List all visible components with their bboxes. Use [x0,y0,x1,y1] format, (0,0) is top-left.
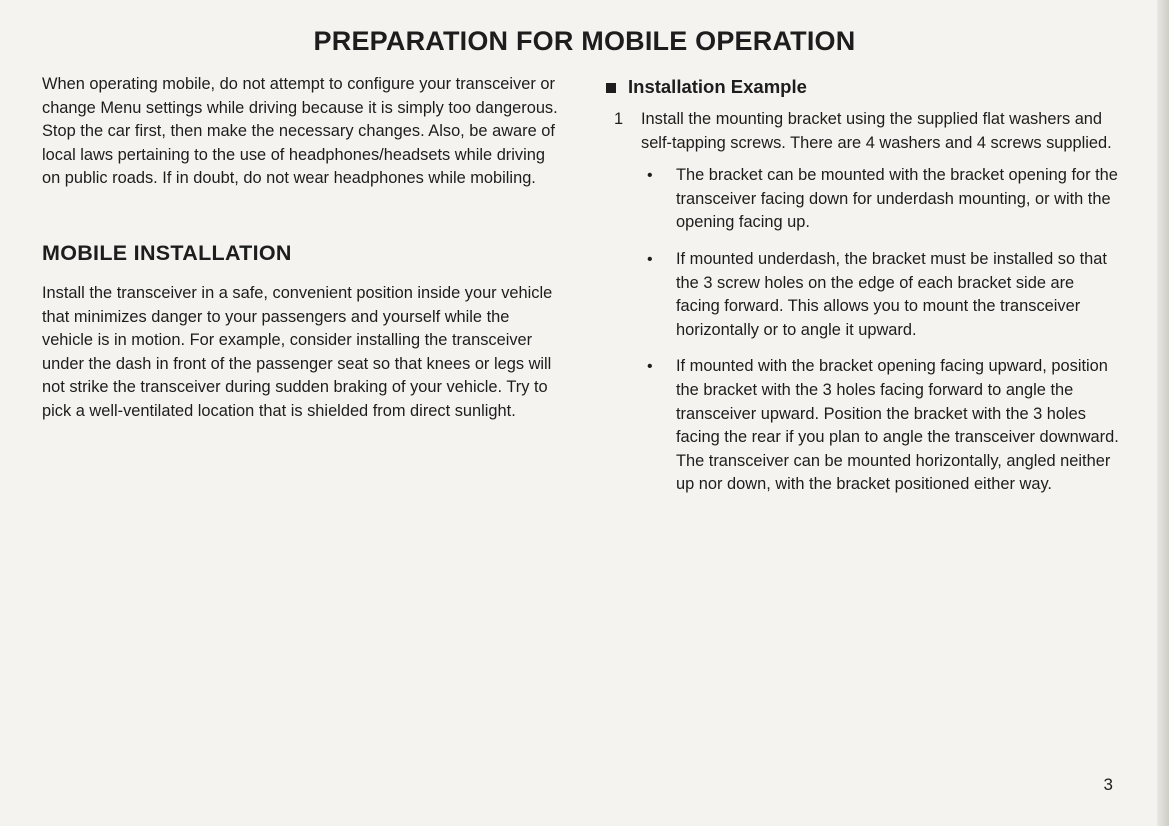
bullet-text: If mounted with the bracket opening facing upward, position the bracket with the 3 holes facing forward to angle the transceiver upward. Position the bracket with the 3 holes facing the rear if you plan to angle the transceiver downward. The transceiver can be mounted horizontally, angled neither up nor down, with the bracket positioned either way. [676,357,1119,494]
bullet-dot-icon: • [647,358,653,376]
list-item [606,355,1121,497]
section-heading: MOBILE INSTALLATION [42,240,292,265]
installation-example-heading [606,76,1121,98]
step-number: 1 [614,110,624,128]
step-item [606,108,1121,155]
step-text: Install the mounting bracket using the supplied flat washers and self-tapping screws. There are 4 washers and 4 screws supplied. [641,110,1112,152]
list-item [606,248,1121,342]
sub-heading-label: Installation Example [628,76,807,97]
section-paragraph: Install the transceiver in a safe, convenient position inside your vehicle that minimizes danger to your passengers and yourself while the vehicle is in motion. For example, consider installing the transceiver under the dash in front of the passenger seat so that knees or legs will not strike the transceiver during sudden braking of your vehicle. Try to pick a well-ventilated location that is shielded from direct sunlight. [42,283,553,420]
bullet-dot-icon: • [647,167,653,185]
page-edge [1157,0,1169,826]
bullet-list [606,164,1121,497]
list-item [606,164,1121,235]
bullet-dot-icon: • [647,250,653,268]
square-bullet-icon [606,83,616,93]
page-title: PREPARATION FOR MOBILE OPERATION [313,26,856,56]
bullet-text: The bracket can be mounted with the bracket opening for the transceiver facing down for underdash mounting, or with the opening facing up. [676,166,1118,232]
intro-paragraph: When operating mobile, do not attempt to configure your transceiver or change Menu settings while driving because it is simply too dangerous. Stop the car first, then make the necessary changes. Also, be aware of local laws pertaining to the use of headphones/headsets while driving on public roads. If in doubt, do not wear headphones while mobiling. [42,75,558,188]
bullet-text: If mounted underdash, the bracket must be installed so that the 3 screw holes on the edge of each bracket side are facing forward. This allows you to mount the transceiver horizontally or to angle it upward. [676,249,1107,339]
page-number: 3 [1103,775,1113,794]
right-column [606,76,1121,510]
left-column [42,73,562,424]
